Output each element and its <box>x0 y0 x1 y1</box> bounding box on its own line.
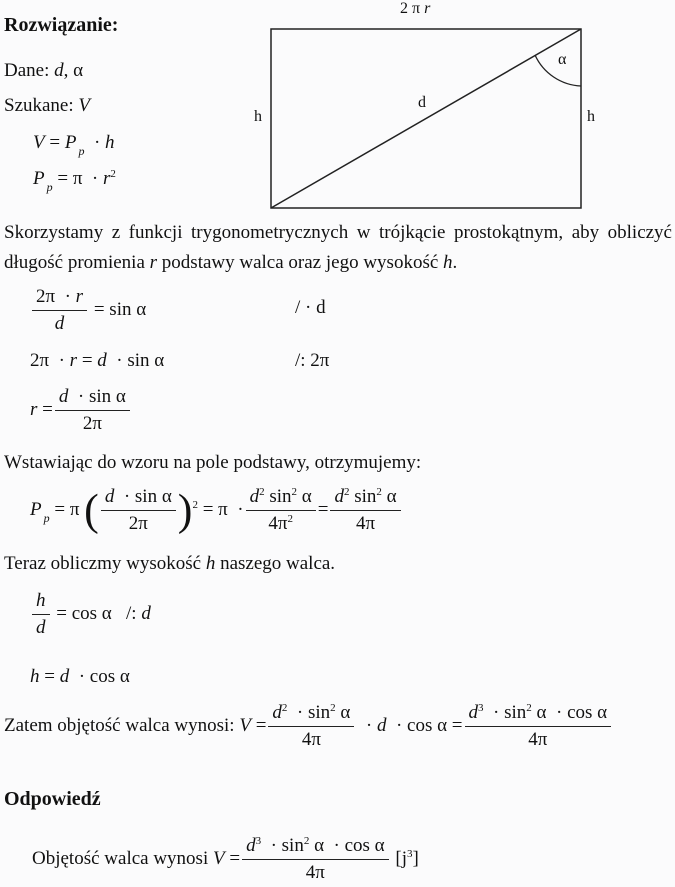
diagram-right-label: h <box>587 108 595 125</box>
sought-label: Szukane: <box>4 95 74 116</box>
answer-unit: $[j^3]$ <box>395 847 419 869</box>
given-label: Dane: <box>4 60 50 81</box>
sought-value: V <box>78 95 91 116</box>
given-values: d <box>54 60 64 81</box>
height-text: Teraz obliczmy wysokość h naszego walca. <box>4 553 336 574</box>
diagram-top-label: 2 π r <box>400 0 431 17</box>
sought-line <box>4 95 90 117</box>
step-2-operation: /: 2π <box>295 350 330 371</box>
answer-line: Objętość walca wynosi V = $\frac{d^3 \cdot \sin^2 \alpha \cdot \cos \alpha}{4\pi}$ $[j^3]$ <box>32 835 419 883</box>
diagram-left-label: h <box>254 108 262 125</box>
answer-text: Objętość walca wynosi <box>32 847 209 869</box>
diagram-diagonal-label: d <box>418 94 426 111</box>
height-step-2-equation: h = d · cos α <box>30 666 130 687</box>
substitution-text: Wstawiając do wzoru na pole podstawy, otrzymujemy: <box>4 452 422 473</box>
given-line: Dane: d, α <box>4 60 84 81</box>
step-1-operation: / · d <box>295 297 326 318</box>
base-area-formula: P $_p = \pi \cdot r^2$ <box>33 168 116 194</box>
volume-formula: V = P $_p$ · h <box>33 132 115 158</box>
volume-text: Zatem objętość walca wynosi: <box>4 714 235 736</box>
step-3-equation: r = $\frac{\text{d · sin α}}{2\pi}$ <box>30 386 132 435</box>
intro-paragraph: Skorzystamy z funkcji trygonometrycznych w trójkącie prostokątnym, aby obliczyć długość promienia r podstawy walca oraz jego wysokość h. <box>4 222 672 273</box>
cylinder-net-diagram <box>250 0 675 215</box>
height-step-1-equation: $\frac{h}{d}$ = cos α /: d <box>30 590 151 639</box>
answer-heading: Odpowiedź <box>4 788 101 810</box>
step-2-equation: 2π · r = d · sin α <box>30 350 165 371</box>
diagram-angle-label: α <box>558 51 567 68</box>
base-area-result: P $_p$ = π ( $\frac{\text{d · sin α}}{2\pi}$ )$^2$ = π · $\frac{d^2 \sin^2 \alpha}{4\pi^2}$ = $\frac{d^2 \sin^2 \alpha}{4\pi}$ <box>30 486 403 535</box>
step-1-equation: $\frac{2\pi \cdot r}{d}$ = sin α <box>30 286 146 335</box>
solution-heading: Rozwiązanie: <box>4 14 119 36</box>
volume-line: Zatem objętość walca wynosi: V = $\frac{d^2 \cdot \sin^2 \alpha}{4\pi}$ · d · cos α = $\frac{d^3 \cdot \sin^2 \alpha \cdot \cos \alpha}{4\pi}$ <box>4 702 613 751</box>
